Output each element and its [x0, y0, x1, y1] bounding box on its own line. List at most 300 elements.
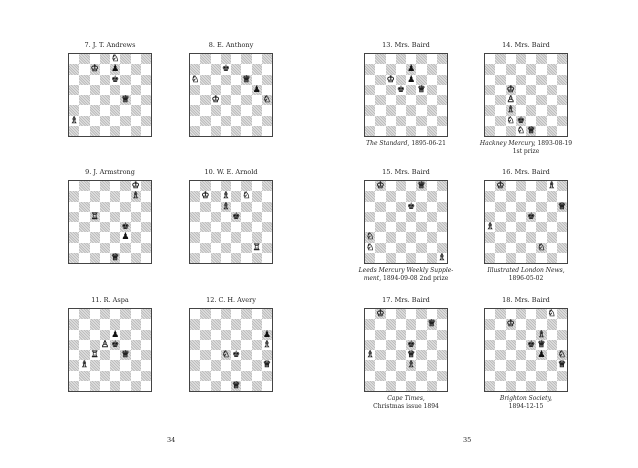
- board-square: [416, 330, 426, 340]
- board-square: [416, 309, 426, 319]
- board-square: [485, 350, 495, 360]
- board-square: [526, 116, 536, 126]
- board-square: [365, 95, 375, 105]
- board-square: [396, 181, 406, 191]
- board-square: [100, 371, 110, 381]
- board-square: [547, 360, 557, 370]
- board-square: [495, 350, 505, 360]
- black-king-icon: ♚: [111, 339, 120, 350]
- board-square: [516, 202, 526, 212]
- board-square: [110, 181, 120, 191]
- board-square: [200, 105, 210, 115]
- board-square: [120, 330, 130, 340]
- board-square: [231, 105, 241, 115]
- board-square: [536, 371, 546, 381]
- board-square: [100, 309, 110, 319]
- board-square: [141, 75, 151, 85]
- board-square: [406, 126, 416, 136]
- board-square: [241, 181, 251, 191]
- board-square: [200, 212, 210, 222]
- board-square: [252, 340, 262, 350]
- board-square: [141, 232, 151, 242]
- board-square: [262, 222, 272, 232]
- board-square: [131, 381, 141, 391]
- board-square: [495, 253, 505, 263]
- board-square: [485, 212, 495, 222]
- board-square: [396, 54, 406, 64]
- board-square: [506, 253, 516, 263]
- board-square: [131, 54, 141, 64]
- board-square: [437, 330, 447, 340]
- board-square: [141, 212, 151, 222]
- board-square: [79, 330, 89, 340]
- black-king-icon: ♚: [221, 64, 230, 75]
- board-square: [110, 116, 120, 126]
- board-square: [495, 116, 505, 126]
- board-square: [241, 371, 251, 381]
- board-square: [262, 371, 272, 381]
- board-square: [437, 232, 447, 242]
- board-square: [536, 232, 546, 242]
- board-square: [506, 75, 516, 85]
- board-square: [231, 191, 241, 201]
- board-square: [211, 371, 221, 381]
- white-knight-icon: ♘: [557, 350, 566, 360]
- board-square: [79, 105, 89, 115]
- board-square: [427, 381, 437, 391]
- board-square: [416, 64, 426, 74]
- board-square: [536, 105, 546, 115]
- board-square: [375, 350, 385, 360]
- board-square: [200, 350, 210, 360]
- board-square: [485, 75, 495, 85]
- board-square: [396, 202, 406, 212]
- white-knight-icon: ♘: [547, 309, 556, 319]
- board-square: [110, 243, 120, 253]
- board-square: [141, 243, 151, 253]
- board-square: [90, 191, 100, 201]
- puzzle: [50, 296, 170, 392]
- board-square: [100, 253, 110, 263]
- board-square: [375, 381, 385, 391]
- chess-board: [484, 53, 568, 137]
- board-square: [547, 126, 557, 136]
- board-square: [557, 253, 567, 263]
- board-square: [241, 126, 251, 136]
- board-square: [120, 371, 130, 381]
- board-square: [506, 54, 516, 64]
- board-square: [526, 222, 536, 232]
- board-square: [396, 243, 406, 253]
- board-square: [120, 181, 130, 191]
- board-square: [100, 181, 110, 191]
- board-square: [131, 243, 141, 253]
- board-square: [547, 105, 557, 115]
- board-square: [547, 381, 557, 391]
- board-square: [69, 212, 79, 222]
- board-square: [231, 319, 241, 329]
- board-square: [241, 64, 251, 74]
- board-square: [495, 330, 505, 340]
- board-square: [252, 371, 262, 381]
- board-square: [211, 222, 221, 232]
- board-square: [241, 232, 251, 242]
- board-square: [375, 64, 385, 74]
- board-square: [252, 212, 262, 222]
- board-square: [437, 191, 447, 201]
- board-square: [406, 381, 416, 391]
- board-square: [131, 85, 141, 95]
- board-square: [485, 371, 495, 381]
- board-square: [427, 212, 437, 222]
- board-square: [386, 191, 396, 201]
- board-square: [90, 202, 100, 212]
- board-square: [375, 212, 385, 222]
- source-line: Illustrated London News,: [487, 267, 565, 274]
- board-square: [547, 191, 557, 201]
- diagram-source: [346, 395, 466, 411]
- board-square: [557, 54, 567, 64]
- board-square: [100, 360, 110, 370]
- board-square: [406, 232, 416, 242]
- board-square: [69, 64, 79, 74]
- board-square: [536, 126, 546, 136]
- board-square: [141, 330, 151, 340]
- board-square: [69, 360, 79, 370]
- board-square: [506, 181, 516, 191]
- board-square: [69, 319, 79, 329]
- board-square: [495, 85, 505, 95]
- board-square: [386, 116, 396, 126]
- white-king-icon: ♔: [90, 64, 99, 75]
- board-square: [547, 371, 557, 381]
- board-square: [79, 222, 89, 232]
- board-square: [79, 116, 89, 126]
- board-square: [406, 54, 416, 64]
- board-square: [231, 309, 241, 319]
- board-square: [79, 181, 89, 191]
- white-pawn-icon: ♙: [506, 95, 515, 105]
- board-square: [252, 381, 262, 391]
- white-queen-icon: ♕: [121, 95, 130, 105]
- board-square: [141, 309, 151, 319]
- board-square: [241, 309, 251, 319]
- board-square: [110, 371, 120, 381]
- board-square: [200, 202, 210, 212]
- board-square: [516, 85, 526, 95]
- board-square: [416, 243, 426, 253]
- chess-board: [189, 308, 273, 392]
- board-square: [79, 309, 89, 319]
- diagram-title: 12. C. H. Avery: [206, 296, 256, 304]
- board-square: [79, 54, 89, 64]
- board-square: [375, 126, 385, 136]
- board-square: [100, 191, 110, 201]
- board-square: [396, 75, 406, 85]
- board-square: [262, 64, 272, 74]
- board-square: [396, 309, 406, 319]
- board-square: [416, 253, 426, 263]
- board-square: [406, 222, 416, 232]
- board-square: [437, 243, 447, 253]
- board-square: [375, 85, 385, 95]
- board-square: [79, 191, 89, 201]
- white-king-icon: ♔: [506, 84, 515, 95]
- white-knight-icon: ♘: [516, 125, 525, 136]
- board-square: [547, 116, 557, 126]
- board-square: [252, 360, 262, 370]
- board-square: [516, 340, 526, 350]
- board-square: [526, 371, 536, 381]
- board-square: [211, 85, 221, 95]
- board-square: [110, 232, 120, 242]
- board-square: [252, 319, 262, 329]
- board-square: [131, 105, 141, 115]
- board-square: [365, 75, 375, 85]
- board-square: [386, 222, 396, 232]
- board-square: [141, 253, 151, 263]
- board-square: [252, 222, 262, 232]
- board-square: [375, 222, 385, 232]
- board-square: [547, 222, 557, 232]
- board-square: [110, 85, 120, 95]
- diagram-title: 16. Mrs. Baird: [502, 168, 550, 176]
- board-square: [190, 340, 200, 350]
- board-square: [536, 85, 546, 95]
- board-square: [495, 222, 505, 232]
- source-line: Hackney Mercury, 1893-08-19: [479, 140, 573, 147]
- board-square: [516, 319, 526, 329]
- board-square: [120, 54, 130, 64]
- board-square: [365, 116, 375, 126]
- board-square: [427, 350, 437, 360]
- diagram-source: [466, 395, 586, 411]
- board-square: [69, 340, 79, 350]
- white-bishop-icon: ♗: [262, 339, 271, 350]
- board-square: [427, 191, 437, 201]
- black-king-icon: ♚: [407, 201, 416, 212]
- board-square: [241, 222, 251, 232]
- board-square: [200, 85, 210, 95]
- board-square: [241, 105, 251, 115]
- diagram-title: 13. Mrs. Baird: [382, 41, 430, 49]
- board-square: [536, 360, 546, 370]
- board-square: [495, 212, 505, 222]
- board-square: [406, 95, 416, 105]
- white-rook-icon: ♖: [90, 211, 99, 222]
- black-king-icon: ♚: [111, 74, 120, 85]
- board-square: [406, 212, 416, 222]
- board-square: [406, 105, 416, 115]
- board-square: [516, 253, 526, 263]
- board-square: [211, 64, 221, 74]
- board-square: [547, 253, 557, 263]
- board-square: [416, 381, 426, 391]
- board-square: [90, 360, 100, 370]
- board-square: [211, 181, 221, 191]
- board-square: [427, 309, 437, 319]
- board-square: [536, 319, 546, 329]
- board-square: [386, 253, 396, 263]
- board-square: [120, 340, 130, 350]
- black-pawn-icon: ♟: [407, 74, 416, 85]
- board-square: [141, 371, 151, 381]
- board-square: [120, 191, 130, 201]
- black-king-icon: ♚: [232, 350, 241, 360]
- board-square: [386, 243, 396, 253]
- board-square: [427, 116, 437, 126]
- board-square: [211, 381, 221, 391]
- puzzle: [466, 41, 586, 156]
- board-square: [90, 116, 100, 126]
- board-square: [375, 340, 385, 350]
- board-square: [110, 381, 120, 391]
- board-square: [547, 232, 557, 242]
- board-square: [485, 191, 495, 201]
- board-square: [427, 340, 437, 350]
- board-square: [252, 54, 262, 64]
- board-square: [375, 54, 385, 64]
- board-square: [79, 243, 89, 253]
- white-king-icon: ♔: [211, 95, 220, 105]
- board-square: [386, 212, 396, 222]
- board-square: [375, 330, 385, 340]
- board-square: [506, 360, 516, 370]
- board-square: [69, 181, 79, 191]
- black-pawn-icon: ♟: [111, 329, 120, 340]
- board-square: [365, 360, 375, 370]
- board-square: [211, 212, 221, 222]
- board-square: [211, 309, 221, 319]
- board-square: [516, 181, 526, 191]
- diagram-title: 15. Mrs. Baird: [382, 168, 430, 176]
- board-square: [211, 360, 221, 370]
- board-square: [495, 75, 505, 85]
- board-square: [211, 253, 221, 263]
- black-pawn-icon: ♟: [262, 329, 271, 340]
- board-square: [495, 243, 505, 253]
- white-knight-icon: ♘: [506, 115, 515, 126]
- chess-board: [364, 180, 448, 264]
- board-square: [375, 202, 385, 212]
- board-square: [200, 222, 210, 232]
- board-square: [211, 319, 221, 329]
- board-square: [437, 350, 447, 360]
- board-square: [557, 212, 567, 222]
- board-square: [231, 181, 241, 191]
- white-bishop-icon: ♗: [547, 181, 556, 191]
- board-square: [416, 95, 426, 105]
- white-knight-icon: ♘: [221, 350, 230, 360]
- board-square: [231, 330, 241, 340]
- diagram-title: 9. J. Armstrong: [85, 168, 135, 176]
- board-square: [141, 54, 151, 64]
- board-square: [506, 381, 516, 391]
- board-square: [526, 85, 536, 95]
- board-square: [231, 126, 241, 136]
- board-square: [200, 243, 210, 253]
- chess-board: [68, 308, 152, 392]
- board-square: [262, 54, 272, 64]
- board-square: [200, 309, 210, 319]
- board-square: [506, 340, 516, 350]
- board-square: [386, 330, 396, 340]
- board-square: [547, 64, 557, 74]
- board-square: [495, 319, 505, 329]
- board-square: [200, 95, 210, 105]
- board-square: [141, 105, 151, 115]
- board-square: [365, 309, 375, 319]
- board-square: [437, 95, 447, 105]
- board-square: [437, 126, 447, 136]
- board-square: [120, 75, 130, 85]
- board-square: [120, 64, 130, 74]
- board-square: [90, 371, 100, 381]
- board-square: [100, 212, 110, 222]
- board-square: [375, 95, 385, 105]
- board-square: [427, 85, 437, 95]
- board-square: [69, 54, 79, 64]
- board-square: [406, 309, 416, 319]
- diagram-title: 11. R. Aspa: [91, 296, 129, 304]
- diagram-source: [346, 267, 466, 283]
- board-square: [557, 105, 567, 115]
- board-square: [141, 381, 151, 391]
- board-square: [141, 85, 151, 95]
- board-square: [131, 319, 141, 329]
- board-square: [365, 381, 375, 391]
- board-square: [557, 64, 567, 74]
- board-square: [120, 212, 130, 222]
- white-bishop-icon: ♗: [366, 350, 375, 360]
- board-square: [516, 95, 526, 105]
- board-square: [252, 309, 262, 319]
- board-square: [396, 330, 406, 340]
- board-square: [100, 116, 110, 126]
- board-square: [516, 75, 526, 85]
- board-square: [485, 360, 495, 370]
- white-queen-icon: ♕: [262, 360, 271, 371]
- board-square: [375, 75, 385, 85]
- board-square: [406, 243, 416, 253]
- black-king-icon: ♚: [527, 339, 536, 350]
- board-square: [120, 202, 130, 212]
- board-square: [120, 105, 130, 115]
- white-queen-icon: ♕: [121, 350, 130, 360]
- board-square: [485, 64, 495, 74]
- black-pawn-icon: ♟: [252, 84, 261, 95]
- board-square: [485, 253, 495, 263]
- board-square: [131, 253, 141, 263]
- board-square: [526, 350, 536, 360]
- board-square: [516, 191, 526, 201]
- black-king-icon: ♚: [396, 84, 405, 95]
- board-square: [231, 243, 241, 253]
- board-square: [120, 360, 130, 370]
- board-square: [100, 350, 110, 360]
- board-square: [365, 330, 375, 340]
- board-square: [79, 253, 89, 263]
- board-square: [536, 202, 546, 212]
- board-square: [526, 64, 536, 74]
- board-square: [221, 360, 231, 370]
- board-square: [200, 330, 210, 340]
- board-square: [386, 85, 396, 95]
- diagram-source: [466, 140, 586, 156]
- board-square: [416, 319, 426, 329]
- source-line: Christmas issue 1894: [373, 403, 439, 410]
- board-square: [241, 340, 251, 350]
